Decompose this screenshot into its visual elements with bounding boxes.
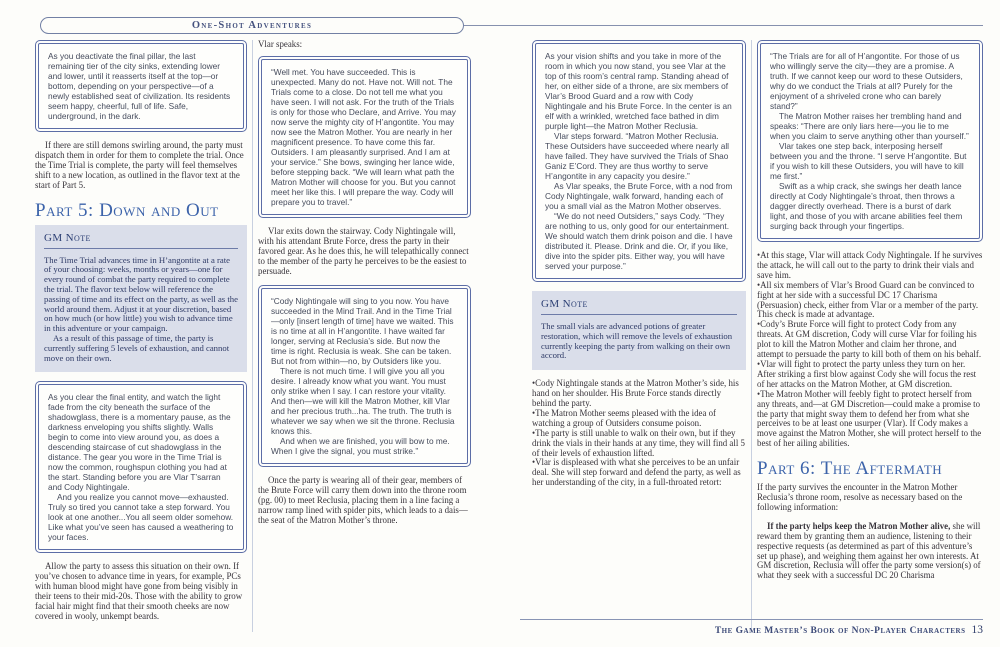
page-header — [40, 17, 983, 34]
bullet-item: • All six members of Vlar’s Brood Guard can be convinced to fight at her side with a successful DC 17 Charisma (Persuasion) check, either from Vlar or a member of the party. This check is made at advantage. — [757, 281, 983, 321]
bullet-item: • Cody’s Brute Force will fight to protect Cody from any threats. At GM discretion, Cody will curse Vlar for foiling his plot to kill the Matron Mother and claim her throne, and attempt to persuade the party to kill both of them on his behalf. — [757, 320, 983, 360]
gm-note-text: The small vials are advanced potions of greater restoration, which will remove the levels of exhaustion currently keeping the party from walking on their own accord. — [541, 321, 733, 361]
gm-note-body — [541, 322, 737, 361]
body-paragraph: If the party survives the encounter in the Matron Mother Reclusia’s throne room, resolve as necessary based on the following information: — [757, 482, 963, 512]
read-aloud-box — [757, 40, 983, 242]
read-aloud-text: Vlar steps forward. “Matron Mother Reclusia. These Outsiders have succeeded where nearly all have failed. They have survived the Trials of Shao Ganiz E’Cord. They are thus worthy to serve H’angontite in any capacity you desire.” — [545, 131, 730, 181]
section-banner — [40, 17, 464, 34]
body-paragraph: If there are still demons swirling around, the party must dispatch them in order for them to complete the trial. Once the Time Trial is complete, the party will feel themselves shift to a new location, as outlined in the flavor text at the start of Part 5. — [35, 140, 244, 190]
lead-in-text: Vlar speaks: — [258, 39, 303, 49]
gm-note — [35, 225, 247, 373]
closing-bold-lead: If the party helps keep the Matron Mother alive, — [767, 520, 951, 531]
read-aloud-box — [258, 56, 471, 218]
body-paragraph: Allow the party to assess this situation on their own. If you’ve chosen to advance time in years, for example, PCs with human blood might have gone from being visibly in their teens to their mid-20s. Those with the ability to grow facial hair might find that their smooth cheeks are now covered in wooly, unkempt beards. — [35, 561, 243, 621]
closing-paragraph — [757, 522, 983, 581]
read-aloud-text: There is not much time. I will give you all you desire. I already know what you want. You must only strike when I say. I can restore your vitality. And then—we will kill the Matron Mother, kill Vlar and her precious truth...ha. The truth. The truth is whatever we say when we sit the throne. Reclusia knows this. — [271, 366, 455, 437]
page-number: 13 — [971, 624, 983, 636]
read-aloud-text: “Cody Nightingale will sing to you now. You have succeeded in the Mind Trail. And in the Time Trial—only [insert length of time] have we waited. This is no time at all in H’angontite. I have waited far longer, serving at Reclusia’s side. But now the time is right. Reclusia is weak. She can be taken. But not from within—no, by Outsiders like you. — [271, 296, 454, 367]
column-2 — [258, 40, 471, 535]
bullet-item: • Cody Nightingale stands at the Matron Mother’s side, his hand on her shoulder. His Brute Force stands directly behind the party. — [532, 379, 746, 409]
column-1 — [35, 40, 247, 631]
gm-note-text: As a result of this passage of time, the party is currently suffering 5 levels of exhaustion, and cannot move on their own. — [44, 332, 230, 363]
column-4 — [757, 40, 983, 590]
bullet-item: • The Matron Mother seems pleased with the idea of watching a group of Outsiders consume poison. — [532, 409, 746, 429]
read-aloud-box — [35, 40, 247, 132]
bullet-list — [757, 251, 983, 449]
gm-note-label: GM Note — [44, 232, 238, 249]
column-3 — [532, 40, 746, 497]
body-paragraph: Vlar exits down the stairway. Cody Nightingale will, with his attendant Brute Force, dress the party in their favored gear. As he does this, he will telepathically connect to the member of the party he perceives to be the easiest to persuade. — [258, 225, 469, 276]
body-paragraph: Once the party is wearing all of their gear, members of the Brute Force will carry them down into the throne room (pg. 00) to meet Reclusia, placing them in a line facing a narrow ramp lined with spider pits, which leads to a dais—the seat of the Matron Mother’s throne. — [258, 475, 468, 526]
read-aloud-text: “Well met. You have succeeded. This is unexpected. Many do not. Have not. Will not. The Trials come to a close. Do not tell me what you have seen. I will not ask. For the truth of the Trials is only for those who Declare, and Arrive. You may now serve the mighty city of H’angontite. You may now see the Matron Mother. You are nearly in her magnificent presence. To have come this far. Outsiders. I am pleasantly surprised. And I am at your service.” She bows, swinging her lance wide, before stepping back. “We will learn what path the Matron Mother will choose for you. But you cannot meet her like this. I will prepare the way. Cody will prepare you to travel.” — [271, 66, 456, 207]
gm-note-body — [44, 256, 238, 364]
bullet-item: • Vlar will fight to protect the party unless they turn on her. After striking a first blow against Cody she will focus the rest of her attacks on the Matron Mother, at GM discretion. — [757, 360, 983, 390]
page-footer — [520, 619, 983, 636]
read-aloud-box — [532, 40, 746, 282]
closing-rest: she will reward them by granting them an audience, listening to their respective requests (as determined as part of this adventure’s set up phase), and weighing them against her own interests. At GM discretion, Reclusia will offer the party some version(s) of what they seek with a successful DC 20 Charisma — [757, 520, 981, 581]
column-divider — [252, 40, 253, 632]
read-aloud-text: As you clear the final entity, and watch the light fade from the city beneath the surface of the shadowglass, there is a momentary pause, as the darkness enveloping you shifts slightly. Walls begin to come into view around you, as does a descending staircase of cut shadowglass in the distance. The gear you wore in the Time Trial is now the common, roughspun clothing you had at the start. Standing before you are Vlar T’sarran and Cody Nightingale. — [48, 392, 231, 493]
read-aloud-text: Vlar takes one step back, interposing herself between you and the throne. “I serve H’angontite. But if you wish to kill these Outsiders, you will have to kill me first.” — [770, 141, 967, 181]
read-aloud-text: “We do not need Outsiders,” says Cody. “They are nothing to us, only good for our entertainment. We should watch them drink poison and die. I have distributed it. Please. Drink and die. Or, if you like, dive into the spider pits. Either way, you will have served your purpose.” — [545, 211, 733, 271]
read-aloud-text: As your vision shifts and you take in more of the room in which you now stand, you see Vlar at the top of this room’s central ramp. Standing ahead of her, on either side of a throne, are six members of Vlar’s Brood Guard and a row with Cody Nightingale and his Brute Force. In the center is an elf with a wrinkled, wretched face bathed in dim purple light—the Matron Mother Reclusia. — [545, 51, 732, 131]
part-5-heading: Part 5: Down and Out — [35, 199, 219, 221]
read-aloud-text: And when we are finished, you will bow to me. When I give the signal, you must strike.” — [271, 436, 450, 457]
bullet-item: • The party is still unable to walk on their own, but if they drink the vials in their hands at any time, they will find all 5 of their levels of exhaustion lifted. — [532, 429, 746, 459]
gm-note-text: The Time Trial advances time in H’angontite at a rate of your choosing: weeks, months or years—one for every round of combat the party required to complete the trial. The flavor text below will reference the passing of time and its effect on the party, as well as the world around them. Adjust it at your discretion, based on how much (or how little) you wish to advance time in this adventure or your campaign. — [44, 254, 238, 334]
read-aloud-text: As Vlar speaks, the Brute Force, with a nod from Cody Nightingale, walk forward, handing each of you a small vial as the Matron Mother observes. — [545, 181, 733, 211]
read-aloud-text: As you deactivate the final pillar, the last remaining tier of the city sinks, extending lower and lower, until it reasserts itself at the top—or bottom, depending on your perspective—of a newly established seat of civilization. Its residents seem happy, cheerful, full of life. Safe, underground, in the dark. — [48, 51, 231, 121]
bullet-item: • Vlar is displeased with what she perceives to be an unfair deal. She will step forward and defend the party, as well as her understanding of the city, in a full-throated retort: — [532, 458, 746, 488]
bullet-item: • The Matron Mother will feebly fight to protect herself from any threats, and—at GM Discretion—could make a promise to the party that might sway them to defend her from what she perceives to be at least one usurper (Vlar). If Cody makes a move against the Matron Mother, she will protect herself to the best of her ailing abilities. — [757, 390, 983, 449]
section-banner-label: One-Shot Adventures — [191, 20, 313, 31]
read-aloud-text: The Matron Mother raises her trembling hand and speaks: “There are only liars here—you lie to me when you claim to serve anything other than yourself.” — [770, 111, 969, 141]
header-rule — [464, 25, 983, 26]
page-content — [35, 40, 983, 632]
bullet-list — [532, 379, 746, 488]
part-6-heading: Part 6: The Aftermath — [757, 458, 943, 480]
read-aloud-box — [35, 381, 247, 553]
read-aloud-box — [258, 285, 471, 467]
book-title: The Game Master’s Book of Non-Player Characters — [714, 626, 966, 636]
read-aloud-text: Swift as a whip crack, she swings her death lance directly at Cody Nightingale’s throat, then throws a dagger directly overhead. There is a burst of dark light, and those of you with arcane abilities feel them surging back through your fingertips. — [770, 181, 963, 231]
read-aloud-text: And you realize you cannot move—exhausted. Truly so tired you cannot take a step forward. You look at one another...You all seem older somehow. Like what you’ve seen has caused a weathering to your faces. — [48, 492, 234, 543]
column-divider — [751, 40, 752, 632]
bullet-item: • At this stage, Vlar will attack Cody Nightingale. If he survives the attack, he will call out to the party to drink their vials and save him. — [757, 251, 983, 281]
gm-note — [532, 291, 746, 370]
read-aloud-text: “The Trials are for all of H’angontite. For those of us who willingly serve the city—they are a promise. A truth. If we cannot keep our word to these Outsiders, why do we conduct the Trials at all? Purely for the enjoyment of a shriveled crone who can barely stand?” — [770, 51, 963, 111]
gm-note-label: GM Note — [541, 298, 737, 315]
